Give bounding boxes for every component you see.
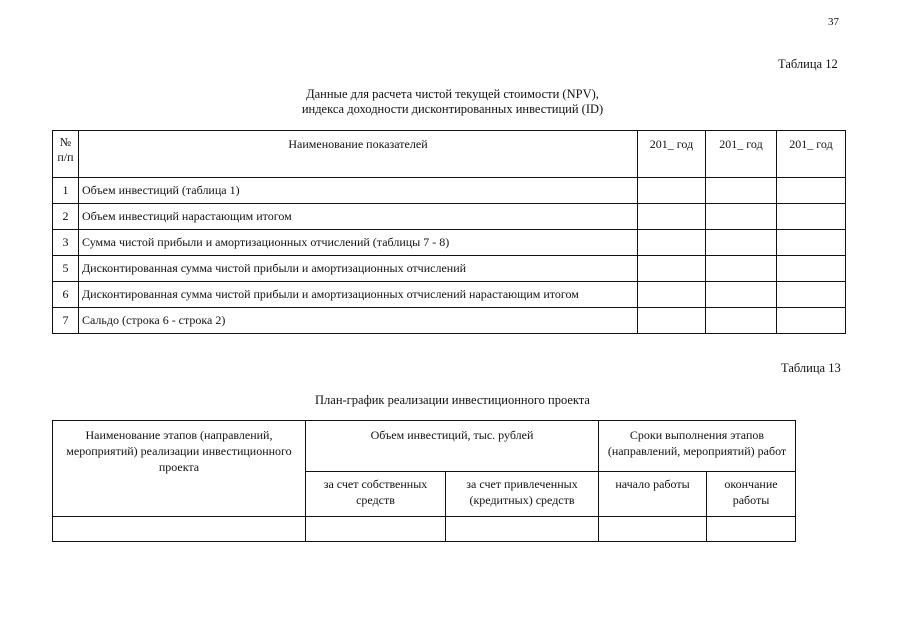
- cell-year1: [638, 256, 706, 282]
- cell-year2: [706, 308, 777, 334]
- cell-year3: [777, 178, 846, 204]
- table13-title: План-график реализации инвестиционного проекта: [315, 393, 590, 407]
- table-row: [53, 178, 846, 204]
- row-num: 6: [53, 282, 79, 308]
- row-num: 2: [53, 204, 79, 230]
- table-row: [53, 204, 846, 230]
- cell-year3: [777, 204, 846, 230]
- row-name: Сальдо (строка 6 - строка 2): [79, 308, 638, 334]
- header-year2: 201_ год: [706, 131, 777, 178]
- header-num: № п/п: [53, 131, 79, 178]
- header-investment-volume: Объем инвестиций, тыс. рублей: [306, 421, 599, 472]
- table-row: [53, 230, 846, 256]
- cell-year2: [706, 256, 777, 282]
- header-own-funds: за счет собственных средств: [306, 472, 446, 517]
- cell-year3: [777, 230, 846, 256]
- header-end: окончание работы: [707, 472, 796, 517]
- cell-year2: [706, 230, 777, 256]
- table12-header-row: [53, 131, 846, 178]
- table-row: [53, 517, 796, 542]
- row-num: 7: [53, 308, 79, 334]
- row-name: Сумма чистой прибыли и амортизационных отчислений (таблицы 7 - 8): [79, 230, 638, 256]
- table12: [52, 130, 846, 334]
- table-row: [53, 282, 846, 308]
- cell-year2: [706, 282, 777, 308]
- cell-borrowed: [446, 517, 599, 542]
- header-year3: 201_ год: [777, 131, 846, 178]
- cell-start: [599, 517, 707, 542]
- table12-title-line2: индекса доходности дисконтированных инвестиций (ID): [301, 102, 604, 116]
- row-name: Объем инвестиций нарастающим итогом: [79, 204, 638, 230]
- cell-year1: [638, 178, 706, 204]
- cell-year1: [638, 282, 706, 308]
- table-row: [53, 256, 846, 282]
- cell-year3: [777, 308, 846, 334]
- table12-title-line1: Данные для расчета чистой текущей стоимости (NPV),: [306, 87, 599, 101]
- cell-year1: [638, 308, 706, 334]
- row-name: Объем инвестиций (таблица 1): [79, 178, 638, 204]
- cell-own: [306, 517, 446, 542]
- header-start: начало работы: [599, 472, 707, 517]
- header-borrowed-funds: за счет привлеченных (кредитных) средств: [446, 472, 599, 517]
- header-stage-name: Наименование этапов (направлений, мероприятий) реализации инвестиционного проекта: [53, 421, 306, 517]
- header-year1: 201_ год: [638, 131, 706, 178]
- row-num: 5: [53, 256, 79, 282]
- table13: [52, 420, 796, 542]
- cell-year1: [638, 204, 706, 230]
- page-number: 37: [828, 16, 839, 28]
- table12-caption: Таблица 12: [778, 57, 838, 71]
- table13-header-row: [53, 421, 796, 472]
- cell-stage: [53, 517, 306, 542]
- row-name: Дисконтированная сумма чистой прибыли и амортизационных отчислений нарастающим итогом: [79, 282, 638, 308]
- cell-year2: [706, 204, 777, 230]
- cell-year3: [777, 282, 846, 308]
- row-num: 1: [53, 178, 79, 204]
- table13-caption: Таблица 13: [781, 361, 841, 375]
- row-num: 3: [53, 230, 79, 256]
- cell-year2: [706, 178, 777, 204]
- header-name: Наименование показателей: [79, 131, 638, 178]
- cell-year1: [638, 230, 706, 256]
- row-name: Дисконтированная сумма чистой прибыли и амортизационных отчислений: [79, 256, 638, 282]
- header-deadlines: Сроки выполнения этапов (направлений, мероприятий) работ: [599, 421, 796, 472]
- cell-end: [707, 517, 796, 542]
- cell-year3: [777, 256, 846, 282]
- table-row: [53, 308, 846, 334]
